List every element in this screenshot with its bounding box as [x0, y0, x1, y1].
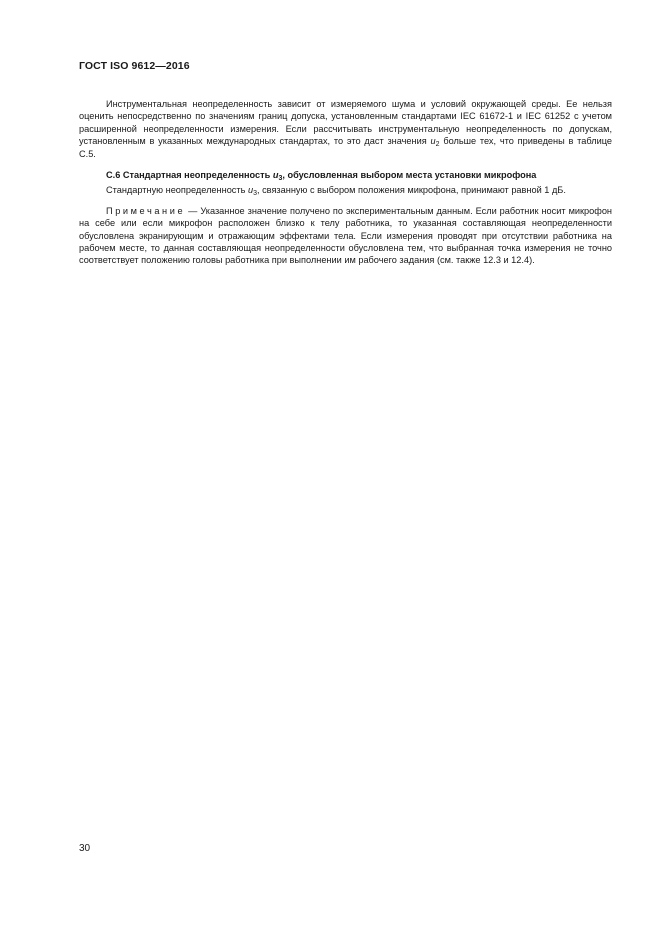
note-paragraph — [79, 205, 612, 267]
page-content — [79, 98, 612, 267]
note-text: — Указанное значение получено по экспериментальным данным. Если работник носит микрофон на себе или если микрофон расположен близко к телу работника, то указанная составляющая неопределенности обусловлена экранирующим и отражающим эффектами тела. Если измерения проводят при отсутствии работника на рабочем месте, то данная составляющая неопределенности обусловлена тем, что выбранная точка измерения не точно соответствует положению головы работника при выполнении им рабочего задания (см. также 12.3 и 12.4). — [79, 205, 612, 266]
paragraph-text: , связанную с выбором положения микрофона, принимают равной 1 дБ. — [256, 185, 566, 196]
variable-u: u — [247, 185, 254, 196]
variable-subscript: 3 — [278, 175, 283, 183]
page-number: 30 — [79, 843, 91, 854]
section-heading-c6 — [79, 169, 612, 181]
paragraph-microphone-uncertainty — [79, 184, 612, 196]
paragraph-text: больше тех, что приведены в таблице С.5. — [79, 136, 612, 159]
paragraph-text: Инструментальная неопределенность зависит от измеряемого шума и условий окружающей среды. Ее нельзя оценить непосредственно по значениям границ допуска, установленным стандартами IEC 61672-1 и IEC 61252 с учетом расширенной неопределенности измерения. Если рассчитывать инструментальную неопределенность по допускам, установленным в указанных международных стандартах, то это даст значения — [79, 99, 612, 147]
variable-subscript: 2 — [435, 141, 440, 149]
variable-u: u — [430, 136, 436, 147]
paragraph-instrumental-uncertainty — [79, 98, 612, 160]
heading-text: , обусловленная выбором места установки микрофона — [282, 170, 537, 181]
heading-text: С.6 Стандартная неопределенность — [106, 170, 273, 181]
variable-u: u — [272, 170, 279, 181]
document-header: ГОСТ ISO 9612—2016 — [79, 60, 190, 72]
variable-subscript: 3 — [253, 190, 257, 198]
paragraph-text: Стандартную неопределенность — [106, 185, 248, 196]
note-label: Примечание — [106, 205, 186, 216]
